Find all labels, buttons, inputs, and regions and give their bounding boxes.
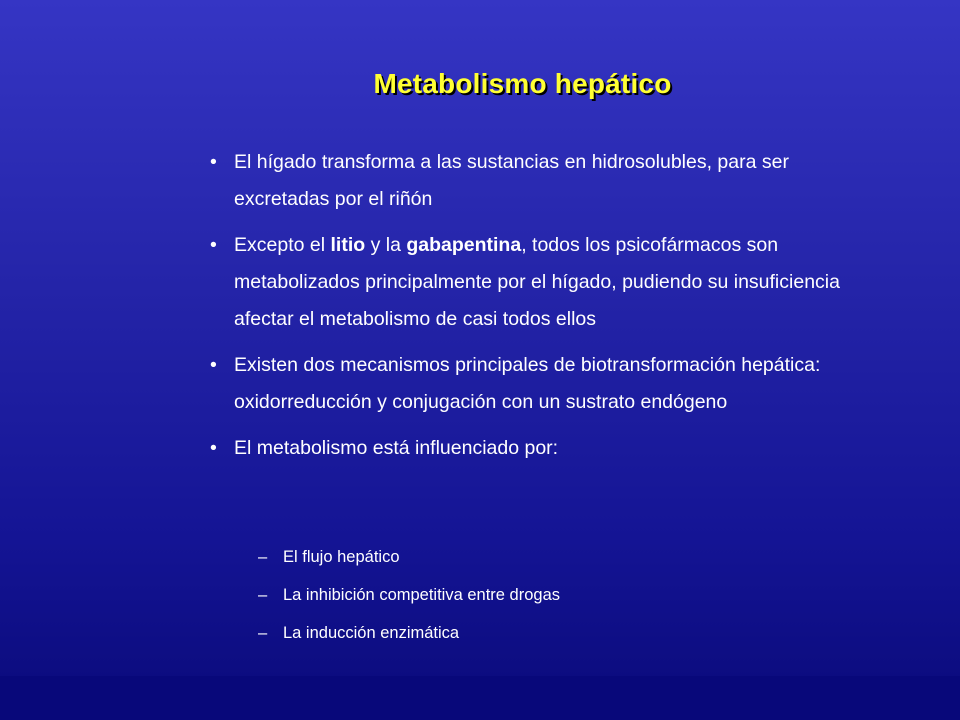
bullet-bold-litio: litio — [330, 234, 366, 256]
sub-item-2 — [258, 576, 758, 614]
bullet-marker: • — [210, 354, 217, 376]
sub-item-text: La inhibición competitiva entre drogas — [283, 586, 560, 604]
bullet-item-3 — [210, 347, 850, 421]
sub-bullet-list — [258, 538, 758, 652]
dash-marker: – — [258, 624, 268, 642]
bullet-text-post: , todos los psicofármacos son metabolizados principalmente por el hígado, pudiendo su insuficiencia afectar el metabolismo de casi todos ellos — [234, 234, 840, 330]
bullet-item-2 — [210, 227, 850, 338]
bullet-marker: • — [210, 437, 217, 459]
bullet-list — [210, 144, 850, 476]
sub-item-1 — [258, 538, 758, 576]
bullet-marker: • — [210, 151, 217, 173]
bullet-item-1 — [210, 144, 850, 218]
bullet-bold-gabapentina: gabapentina — [406, 234, 522, 256]
bullet-text: El hígado transforma a las sustancias en hidrosolubles, para ser excretadas por el riñón — [234, 151, 789, 210]
bullet-text: Existen dos mecanismos principales de biotransformación hepática: oxidorreducción y conjugación con un sustrato endógeno — [234, 354, 821, 413]
bullet-text-pre: Excepto el — [234, 234, 331, 256]
bottom-band — [0, 676, 960, 720]
sub-item-3 — [258, 614, 758, 652]
sub-item-text: El flujo hepático — [283, 548, 400, 566]
sub-item-text: La inducción enzimática — [283, 624, 460, 642]
bullet-text-mid: y la — [365, 234, 407, 256]
dash-marker: – — [258, 586, 268, 604]
bullet-marker: • — [210, 234, 217, 256]
dash-marker: – — [258, 548, 268, 566]
bullet-text: El metabolismo está influenciado por: — [234, 437, 559, 459]
bullet-item-4 — [210, 430, 850, 467]
slide-title: Metabolismo hepático — [373, 68, 672, 99]
